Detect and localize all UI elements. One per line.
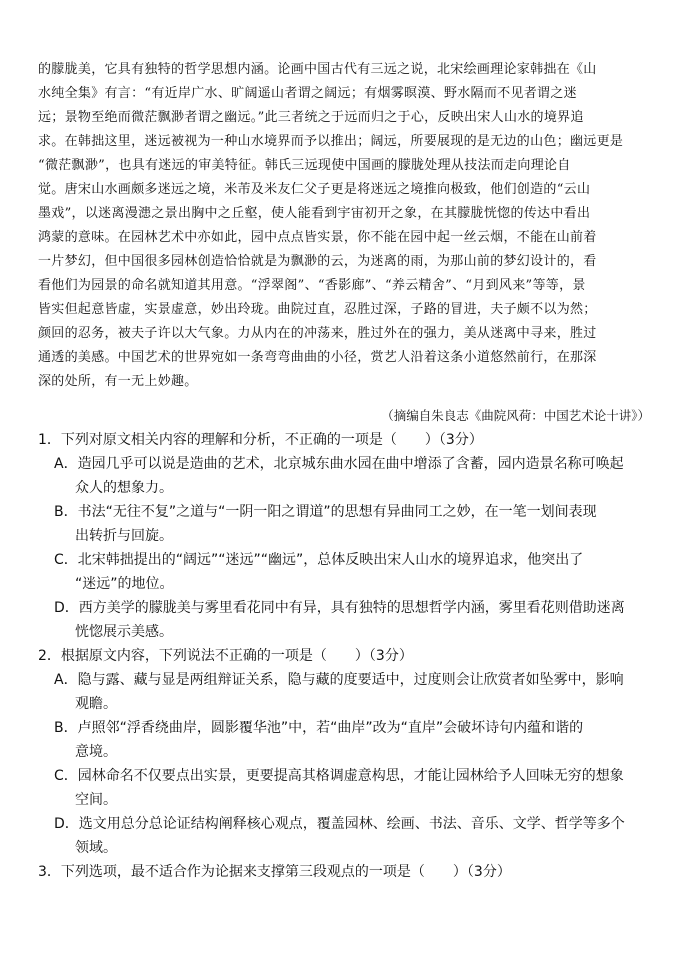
question-2-option-d-cont: 领域。: [75, 840, 117, 856]
passage-line: 墨戏”，以迷离漫漶之景出胸中之丘壑，使人能看到宇宙初开之象，在其朦胧恍惚的传达中看出: [38, 206, 591, 221]
question-1-option-a[interactable]: A．造园几乎可以说是造曲的艺术，北京城东曲水园在曲中增添了含蓄，园内造景名称可唤起: [54, 456, 624, 472]
passage-line: 觉。唐宋山水画颇多迷远之境，米芾及米友仁父子更是将迷远之境推向极致，他们创造的“云山: [38, 182, 591, 197]
passage-line: 的朦胧美，它具有独特的哲学思想内涵。论画中国古代有三远之说，北宋绘画理论家韩拙在《山: [38, 62, 597, 77]
question-2-option-b-cont: 意境。: [75, 744, 117, 760]
question-1-option-d[interactable]: D．西方美学的朦胧美与雾里看花同中有异，具有独特的思想哲学内涵，雾里看花则借助迷离: [54, 600, 625, 616]
passage-line: 求。在韩拙这里，迷远被视为一种山水境界而予以推出；阔远，所要展现的是无边的山色；幽远更是: [38, 134, 624, 149]
question-2-option-c[interactable]: C．园林命名不仅要点出实景，更要提高其格调虚意构思，才能让园林给予人回味无穷的想象: [54, 768, 624, 784]
passage-line: 水纯全集》有言：“有近岸广水、旷阔遥山者谓之阔远；有烟雾暝漠、野水隔而不见者谓之迷: [38, 86, 577, 101]
question-1-option-d-cont: 恍惚展示美感。: [75, 624, 173, 640]
passage-source: （摘编自朱良志《曲院风荷：中国艺术论十讲》）: [381, 408, 650, 423]
passage-line: “微茫飘渺”，也具有迷远的审美特征。韩氏三远现使中国画的朦胧处理从技法而走向理论自: [38, 158, 571, 173]
question-1-option-b[interactable]: B．书法“无往不复”之道与“一阴一阳之谓道”的思想有异曲同工之妙，在一笔一划间表现: [54, 504, 597, 520]
passage-line: 深的处所，有一无上妙趣。: [38, 374, 198, 389]
question-2-option-a-cont: 观瞻。: [75, 696, 117, 712]
passage: [38, 58, 658, 394]
passage-line: 鸿蒙的意味。在园林艺术中亦如此，园中点点皆实景，你不能在园中起一丝云烟，不能在山前着: [38, 230, 597, 245]
question-3-stem: 3．下列选项，最不适合作为论据来支撑第三段观点的一项是（ ）（3分）: [38, 864, 511, 880]
passage-line: 看他们为园景的命名就知道其用意。“浮翠阁”、“香影廊”、“养云精舍”、“月到风来”等等，景: [38, 278, 586, 293]
passage-line: 颜回的忍务，被夫子许以大气象。力从内在的冲荡来，胜过外在的强力，美从迷离中寻来，胜过: [38, 326, 597, 341]
question-2-stem: 2．根据原文内容，下列说法不正确的一项是（ ）（3分）: [38, 648, 413, 664]
question-2-option-b[interactable]: B．卢照邻“浮香绕曲岸，圆影覆华池”中，若“曲岸”改为“直岸”会破坏诗句内蕴和谐的: [54, 720, 584, 736]
passage-line: 通透的美感。中国艺术的世界宛如一条弯弯曲曲的小径，赏艺人沿着这条小道悠然前行，在那深: [38, 350, 597, 365]
passage-line: 一片梦幻，但中国很多园林创造恰恰就是为飘渺的云，为迷离的雨，为那山前的梦幻设计的，看: [38, 254, 597, 269]
question-1-stem: 1．下列对原文相关内容的理解和分析，不正确的一项是（ ）（3分）: [38, 432, 483, 448]
passage-line: 远；景物至绝而微茫飘渺者谓之幽远。”此三者统之于远而归之于心，反映出宋人山水的境界追: [38, 110, 584, 125]
question-1-option-c-cont: “迷远”的地位。: [75, 576, 174, 592]
passage-line: 皆实但起意皆虚，实景虚意，妙出玲珑。曲院过直，忍胜过深，子路的冒进，夫子颇不以为然；: [38, 302, 597, 317]
question-2-option-d[interactable]: D．选文用总分总论证结构阐释核心观点，覆盖园林、绘画、书法、音乐、文学、哲学等多个: [54, 816, 625, 832]
question-1-option-c[interactable]: C．北宋韩拙提出的“阔远”“迷远”“幽远”，总体反映出宋人山水的境界追求，他突出了: [54, 552, 584, 568]
question-2-option-a[interactable]: A．隐与露、藏与显是两组辩证关系，隐与藏的度要适中，过度则会让欣赏者如坠雾中，影响: [54, 672, 624, 688]
question-1-option-a-cont: 众人的想象力。: [75, 480, 173, 496]
question-1-option-b-cont: 出转折与回旋。: [75, 528, 173, 544]
question-2-option-c-cont: 空间。: [75, 792, 117, 808]
question-list: [38, 428, 658, 884]
